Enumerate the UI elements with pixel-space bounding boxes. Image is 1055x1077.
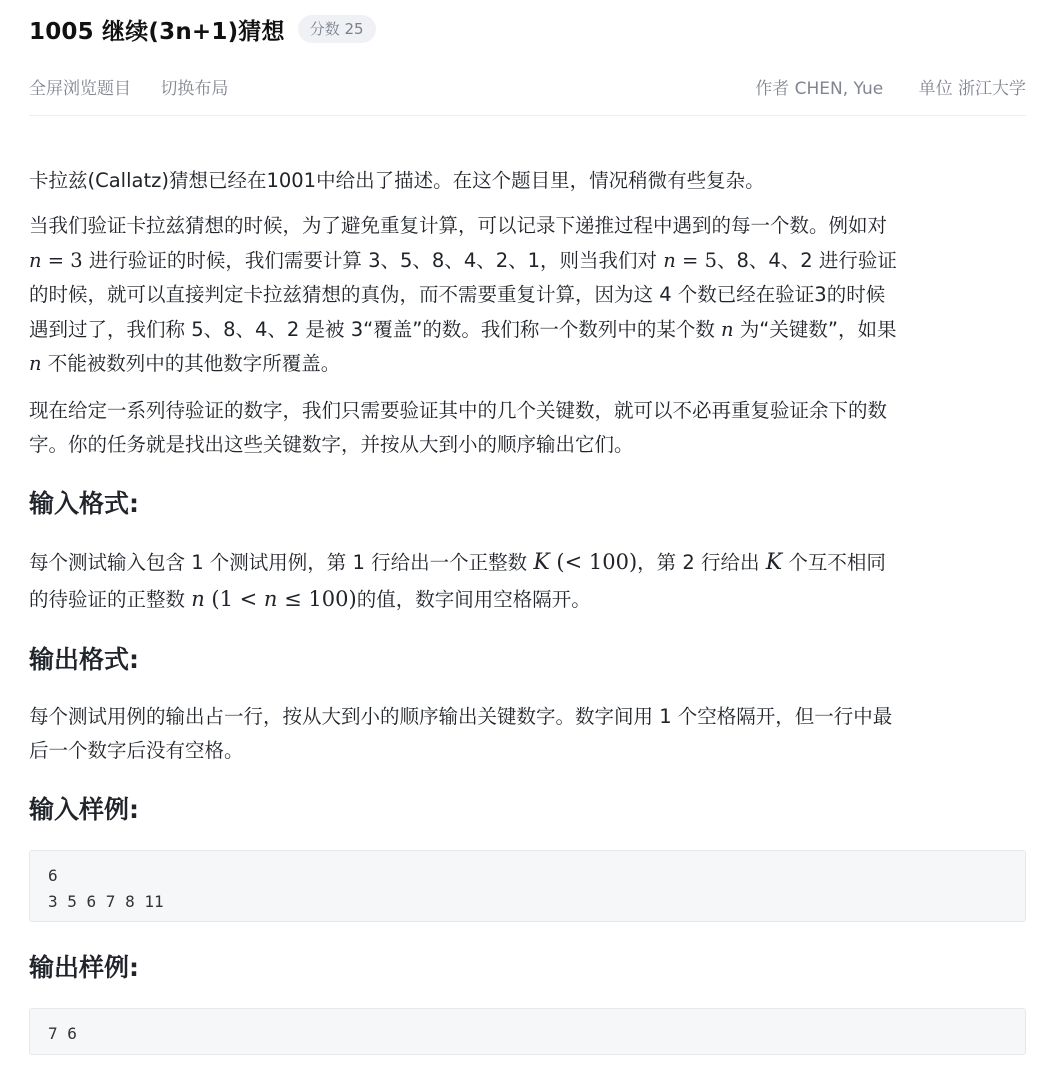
statement-line: 字。你的任务就是找出这些关键数字，并按从大到小的顺序输出它们。	[29, 433, 634, 456]
statement-line	[29, 313, 1026, 348]
view-controls	[29, 74, 252, 99]
math-n: n	[29, 352, 42, 375]
problem-meta	[755, 74, 1026, 99]
sample-output-heading: 输出样例:	[29, 953, 139, 982]
problem-description	[29, 164, 1026, 198]
math-n: n	[721, 317, 734, 341]
statement-paragraph-3	[29, 394, 1026, 462]
statement-text: 进行验证的时候，我们需要计算 3、5、8、4、2、1，则当我们对	[82, 248, 664, 272]
math-n: n	[29, 248, 42, 272]
input-format-line	[29, 581, 1026, 618]
unit-label: 单位 浙江大学	[918, 78, 1026, 99]
statement-paragraph-2	[29, 209, 1026, 382]
sample-input-code[interactable]: 6 3 5 6 7 8 11	[29, 850, 1026, 922]
header-divider	[29, 115, 1026, 116]
statement-line: 当我们验证卡拉兹猜想的时候，为了避免重复计算，可以记录下递推过程中遇到的每一个数。例如对	[29, 214, 888, 237]
input-format-heading: 输入格式:	[29, 489, 139, 518]
math-range: (1 <	[204, 587, 264, 611]
math-k: K	[765, 550, 783, 575]
meta-toolbar	[29, 72, 1026, 100]
math-n: n	[191, 587, 205, 611]
author-label: 作者 CHEN, Yue	[755, 78, 884, 99]
math-n: n	[263, 587, 278, 611]
text: ，第 2 行给出	[637, 551, 766, 574]
math-range: ≤ 100)	[277, 587, 357, 611]
fullscreen-link[interactable]: 全屏浏览题目	[29, 78, 131, 99]
sample-input-heading: 输入样例:	[29, 795, 139, 824]
score-badge: 分数 25	[298, 15, 376, 43]
math-eq: = 5	[675, 248, 717, 272]
math-n: n	[663, 248, 676, 272]
math-eq: = 3	[41, 248, 83, 272]
text: 的待验证的正整数	[29, 588, 192, 611]
sample-output-code[interactable]: 7 6	[29, 1008, 1026, 1055]
text: 个互不相同	[782, 551, 886, 574]
input-format-body	[29, 544, 1026, 618]
text: 每个测试输入包含 1 个测试用例，第 1 行给出一个正整数	[29, 551, 534, 574]
switch-layout-link[interactable]: 切换布局	[160, 78, 229, 99]
statement-line	[29, 244, 1026, 279]
problem-title: 1005 继续(3n+1)猜想	[29, 18, 285, 45]
statement-paragraph-1: 卡拉兹(Callatz)猜想已经在1001中给出了描述。在这个题目里，情况稍微有些复杂。	[29, 169, 765, 192]
math-k-range: (< 100)	[549, 550, 638, 574]
statement-line	[29, 347, 1026, 382]
math-k: K	[533, 550, 550, 575]
statement-line: 的时候，就可以直接判定卡拉兹猜想的真伪，而不需要重复计算，因为这 4 个数已经在验证3的时候	[29, 283, 886, 306]
output-format-heading: 输出格式:	[29, 645, 139, 674]
output-format-line: 每个测试用例的输出占一行，按从大到小的顺序输出关键数字。数字间用 1 个空格隔开，但一行中最	[29, 705, 893, 728]
input-format-line	[29, 544, 1026, 581]
statement-text: 不能被数列中的其他数字所覆盖。	[41, 352, 341, 375]
statement-text: 为“关键数”，如果	[733, 317, 897, 341]
statement-line: 现在给定一系列待验证的数字，我们只需要验证其中的几个关键数，就可以不必再重复验证余下的数	[29, 399, 888, 422]
title-row	[29, 12, 376, 46]
text: 的值，数字间用空格隔开。	[356, 588, 591, 611]
output-format-body	[29, 700, 1026, 768]
statement-text: 、8、4、2 进行验证	[716, 248, 897, 272]
output-format-line: 后一个数字后没有空格。	[29, 739, 244, 762]
statement-text: 遇到过了，我们称 5、8、4、2 是被 3“覆盖”的数。我们称一个数列中的某个数	[29, 317, 722, 341]
